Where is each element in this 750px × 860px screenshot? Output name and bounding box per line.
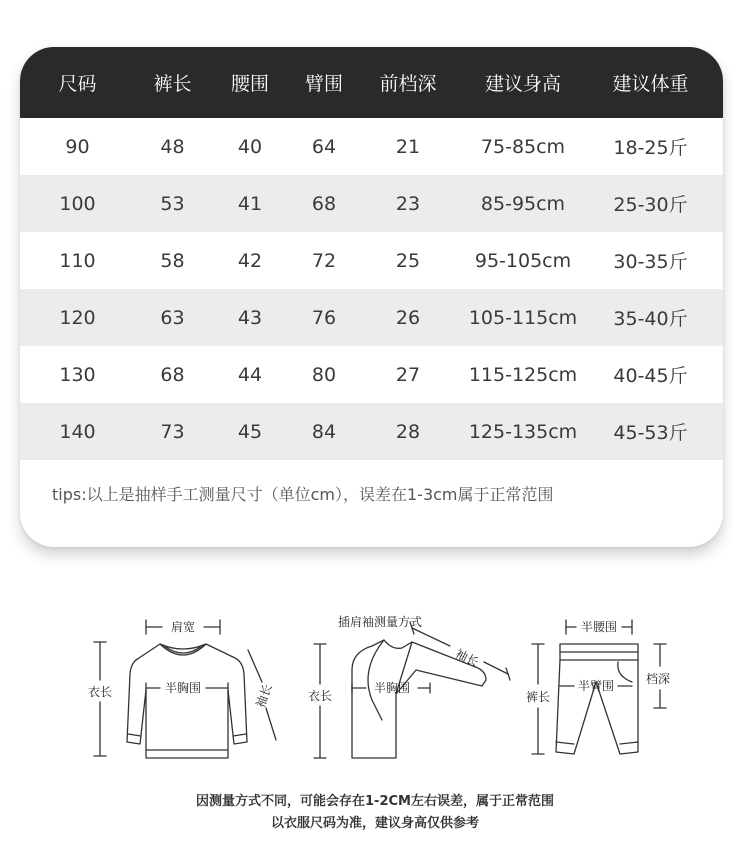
cell-weight: 45-53斤 [613, 422, 688, 444]
table-header [20, 47, 723, 118]
cell-waist: 40 [237, 135, 263, 158]
cell-size: 100 [59, 192, 96, 215]
cell-arm: 64 [311, 135, 337, 158]
cell-pants-length: 63 [160, 306, 185, 329]
table-row [20, 175, 723, 232]
cell-size: 110 [59, 249, 96, 272]
table-row [20, 232, 723, 289]
size-table-card [20, 47, 723, 547]
cell-size: 90 [65, 135, 90, 158]
cell-size: 130 [59, 363, 96, 386]
cell-height: 115-125cm [468, 363, 578, 386]
header-pants-length: 裤长 [153, 73, 192, 95]
cell-weight: 18-25斤 [613, 137, 688, 159]
cell-arm: 76 [311, 306, 337, 329]
cell-pants-length: 48 [160, 135, 185, 158]
label-pants-length: 裤长 [525, 690, 551, 704]
cell-waist: 43 [237, 306, 263, 329]
cell-height: 85-95cm [480, 192, 566, 215]
label-rise: 档深 [645, 672, 671, 686]
cell-rise: 28 [395, 420, 421, 443]
measurement-diagrams [0, 590, 750, 790]
cell-arm: 80 [311, 363, 337, 386]
label-half-waist: 半腰围 [580, 620, 618, 634]
note-line-1: 因测量方式不同，可能会存在1-2CM左右误差，属于正常范围 [196, 794, 554, 809]
table-row [20, 403, 723, 460]
label-sweater-half-chest: 半胸围 [164, 681, 202, 695]
cell-height: 105-115cm [468, 306, 578, 329]
cell-weight: 30-35斤 [613, 251, 688, 273]
cell-weight: 35-40斤 [613, 308, 688, 330]
label-sweater-sleeve: 袖长 [253, 682, 275, 710]
diagram-drawings [0, 590, 750, 790]
table-row [20, 118, 723, 175]
label-shoulder-width: 肩宽 [170, 620, 196, 634]
cell-pants-length: 73 [160, 420, 185, 443]
cell-rise: 27 [395, 363, 421, 386]
header-arm: 臂围 [304, 73, 343, 95]
cell-pants-length: 53 [160, 192, 185, 215]
cell-arm: 68 [311, 192, 337, 215]
cell-pants-length: 68 [160, 363, 185, 386]
cell-weight: 40-45斤 [613, 365, 688, 387]
cell-rise: 23 [395, 192, 421, 215]
note-line-2: 以衣服尺码为准，建议身高仅供参考 [270, 816, 479, 831]
cell-waist: 44 [237, 363, 263, 386]
header-height: 建议身高 [484, 73, 561, 95]
cell-size: 140 [59, 420, 96, 443]
cell-weight: 25-30斤 [613, 194, 688, 216]
header-size: 尺码 [58, 73, 97, 95]
label-raglan-half-chest: 半胸围 [373, 681, 411, 695]
cell-waist: 42 [237, 249, 263, 272]
label-sweater-body-length: 衣长 [87, 685, 113, 699]
cell-size: 120 [59, 306, 96, 329]
header-rise: 前档深 [379, 73, 437, 95]
cell-rise: 25 [395, 249, 421, 272]
cell-rise: 26 [395, 306, 421, 329]
cell-arm: 84 [311, 420, 337, 443]
cell-height: 75-85cm [480, 135, 566, 158]
table-row [20, 346, 723, 403]
cell-height: 125-135cm [468, 420, 578, 443]
cell-waist: 45 [237, 420, 263, 443]
label-raglan-body-length: 衣长 [307, 689, 333, 703]
cell-waist: 41 [237, 192, 263, 215]
header-waist: 腰围 [230, 73, 269, 95]
cell-height: 95-105cm [474, 249, 572, 272]
tips-text: tips:以上是抽样手工测量尺寸（单位cm），误差在1-3cm属于正常范围 [52, 485, 554, 504]
cell-arm: 72 [311, 249, 337, 272]
raglan-icon [314, 622, 510, 758]
header-weight: 建议体重 [612, 73, 689, 95]
label-raglan-sleeve: 袖长 [453, 646, 481, 670]
table-row [20, 289, 723, 346]
label-half-arm: 半臂围 [577, 679, 615, 693]
cell-rise: 21 [395, 135, 421, 158]
label-raglan-title: 插肩袖测量方式 [337, 615, 423, 629]
cell-pants-length: 58 [160, 249, 185, 272]
table-body [20, 118, 723, 460]
